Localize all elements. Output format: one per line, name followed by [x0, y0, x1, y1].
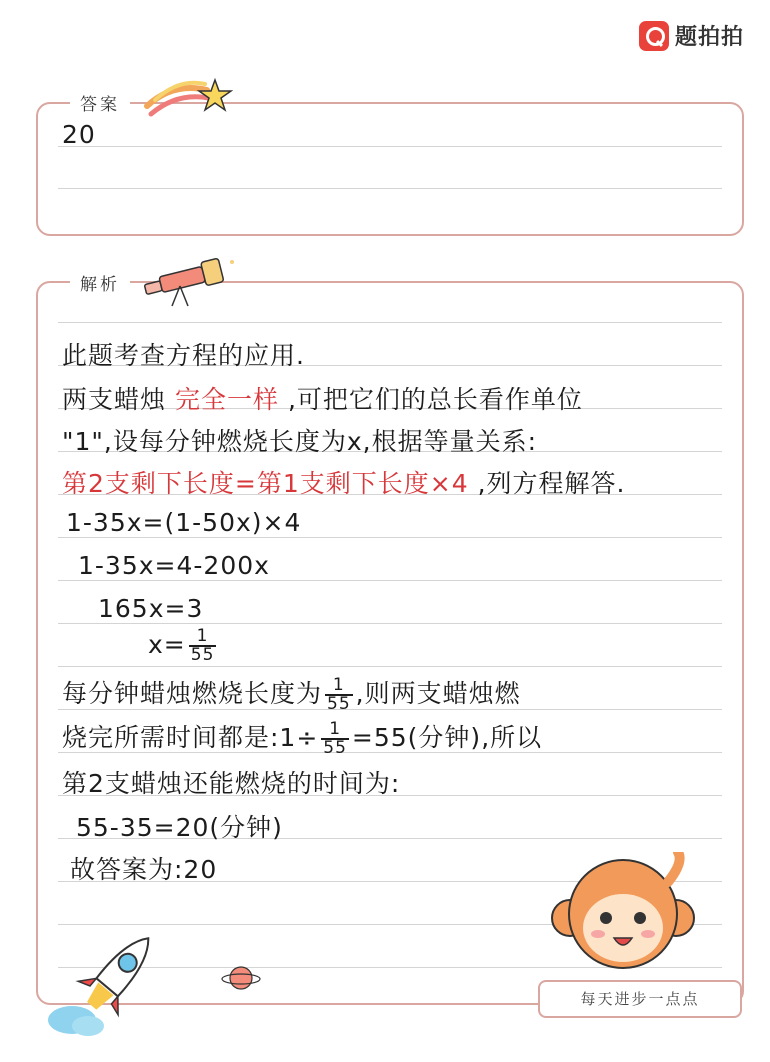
equation-line: 165x=3: [98, 594, 204, 623]
rule-line: [58, 322, 722, 323]
brand-name: 题拍拍: [674, 25, 744, 50]
analysis-line: [62, 380, 583, 416]
search-bubble-icon: [639, 21, 669, 51]
rule-line: [58, 188, 722, 189]
brand-header: [639, 20, 744, 51]
line-text: 两支蜡烛: [62, 385, 167, 414]
line-text: ,列方程解答.: [477, 469, 626, 498]
planet-icon: [220, 962, 262, 994]
line-text: =55(分钟),所以: [351, 723, 543, 752]
rule-line: [58, 146, 722, 147]
analysis-line: [62, 464, 625, 500]
fraction: [189, 628, 217, 664]
fraction-numerator: 1: [332, 675, 345, 695]
equation-line: [148, 628, 219, 664]
line-text: ,可把它们的总长看作单位: [287, 385, 583, 414]
fraction-numerator: 1: [196, 626, 209, 646]
fraction: [321, 721, 349, 757]
equation-line: 1-35x=(1-50x)×4: [66, 508, 302, 537]
footer-slogan: 每天进步一点点: [538, 980, 742, 1018]
line-text: x=: [148, 630, 186, 659]
analysis-line: 第2支蜡烛还能燃烧的时间为:: [62, 769, 401, 798]
analysis-label: 解析: [70, 270, 130, 295]
line-text: 烧完所需时间都是:1÷: [62, 723, 319, 752]
analysis-line: [62, 674, 521, 713]
rule-line: [58, 666, 722, 667]
equation-line: 1-35x=4-200x: [78, 551, 270, 580]
monkey-mascot: [548, 852, 714, 980]
analysis-line: 此题考查方程的应用.: [62, 341, 305, 370]
rocket-icon: [40, 922, 170, 1040]
rule-line: [58, 580, 722, 581]
conclusion-line: 故答案为:20: [70, 855, 218, 884]
answer-value: 20: [62, 120, 96, 149]
line-text: 每分钟蜡烛燃烧长度为: [62, 679, 323, 708]
line-text: ,则两支蜡烛燃: [355, 679, 521, 708]
highlight-text: 第2支剩下长度=第1支剩下长度×4: [62, 469, 469, 498]
answer-card: [36, 102, 744, 236]
fraction-denominator: 55: [323, 738, 347, 758]
analysis-line: [62, 718, 542, 757]
rule-line: [58, 537, 722, 538]
equation-line: 55-35=20(分钟): [76, 813, 283, 842]
telescope-icon: [140, 256, 236, 308]
highlight-text: 完全一样: [174, 385, 279, 414]
rule-line: [58, 623, 722, 624]
fraction: [325, 677, 353, 713]
answer-label: 答案: [70, 90, 130, 115]
fraction-denominator: 55: [190, 645, 215, 665]
fraction-numerator: 1: [329, 719, 342, 739]
analysis-line: "1",设每分钟燃烧长度为x,根据等量关系:: [62, 427, 538, 456]
fraction-denominator: 55: [327, 694, 351, 714]
shooting-star-icon: [143, 76, 233, 120]
